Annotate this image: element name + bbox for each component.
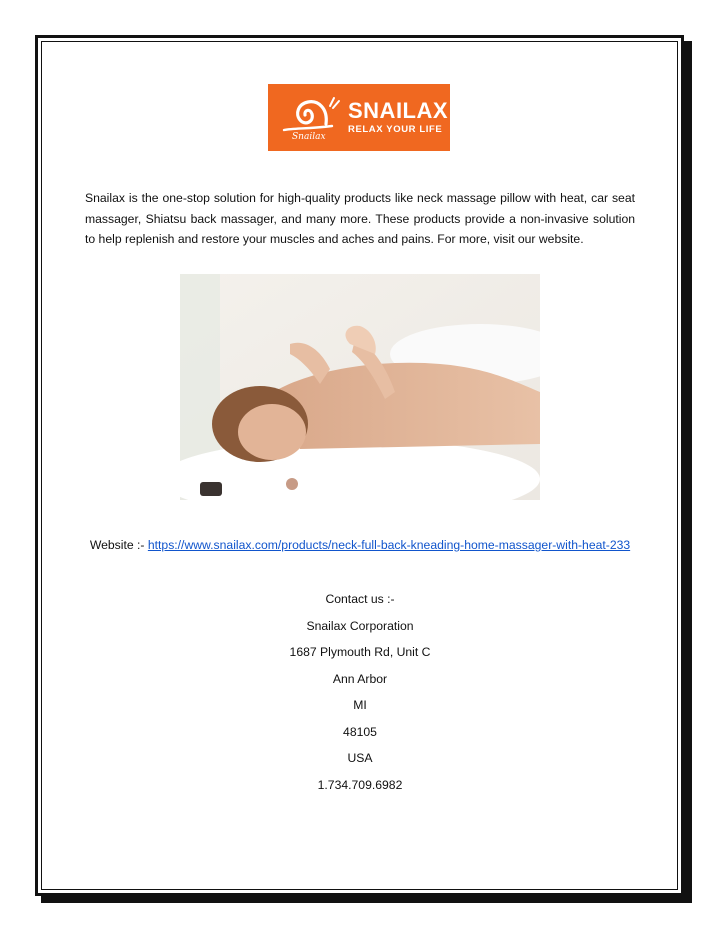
contact-street: 1687 Plymouth Rd, Unit C [289,645,431,659]
logo-brand-text: SNAILAX [348,98,449,123]
contact-city: Ann Arbor [332,671,388,686]
frame-shadow-bottom [41,895,692,903]
svg-text:Snailax: Snailax [292,132,326,140]
logo-tagline: RELAX YOUR LIFE [348,124,443,135]
snail-logo-icon [278,94,344,140]
contact-company: Snailax Corporation [306,618,414,633]
website-label: Website :- [89,538,148,552]
contact-country: USA [347,751,373,765]
contact-zip: 48105 [343,724,377,739]
website-link[interactable]: https://www.snailax.com/products/neck-full-back-kneading-home-massager-with-heat-233 [147,538,631,552]
website-line [0,538,720,552]
massage-photo [180,274,540,500]
contact-phone: 1.734.709.6982 [317,777,403,792]
contact-heading: Contact us :- [325,592,395,606]
contact-block [0,591,720,803]
contact-state: MI [353,698,367,712]
description-paragraph: Snailax is the one-stop solution for high-quality products like neck massage pillow with heat, car seat massager, Shiatsu back massager, and many more. These products provide a non-invasive solution to help replenish and restore your muscles and aches and pains. For more, visit our website. [85,191,635,246]
snailax-logo [268,84,450,151]
